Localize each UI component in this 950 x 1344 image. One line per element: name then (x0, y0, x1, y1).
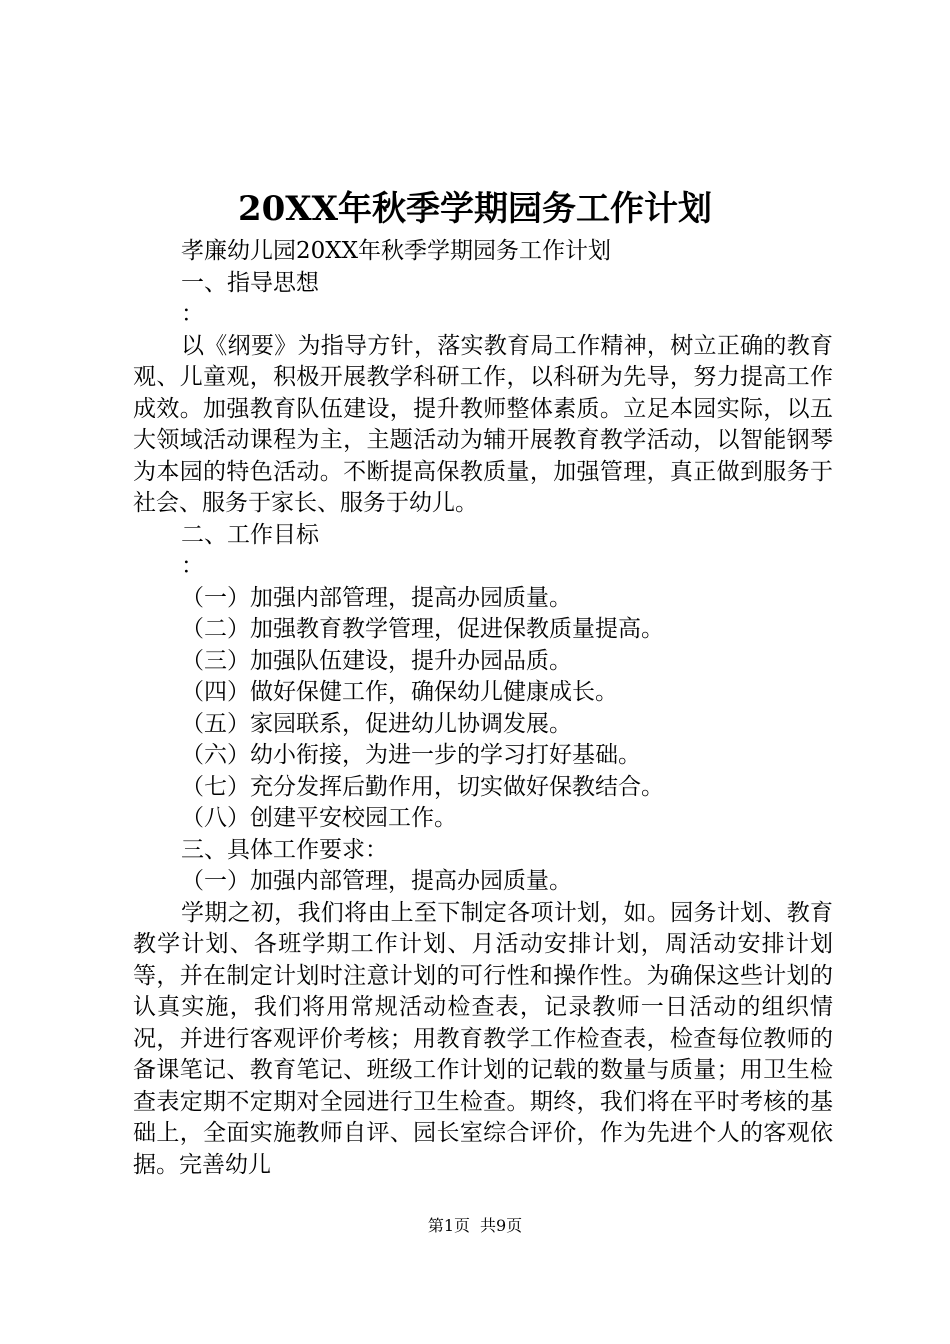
section-heading-guiding-ideology: 一、指导思想 (181, 269, 319, 296)
goal-item: （八）创建平安校园工作。 (181, 805, 457, 831)
goal-item: （七）充分发挥后勤作用，切实做好保教结合。 (181, 773, 664, 800)
section-heading-requirements: 三、具体工作要求： (181, 836, 388, 863)
page-footer (0, 1216, 950, 1236)
page-number: 第1页 (427, 1216, 470, 1235)
section-colon: ： (181, 553, 204, 579)
goal-item: （二）加强教育教学管理，促进保教质量提高。 (181, 616, 664, 642)
school-plan-heading: 孝廉幼儿园20XX年秋季学期园务工作计划 (181, 238, 612, 264)
requirement-subheading: （一）加强内部管理，提高办园质量。 (181, 868, 572, 894)
document-body (133, 236, 833, 1181)
document-title: 20XX年秋季学期园务工作计划 (237, 189, 713, 229)
goal-item: （一）加强内部管理，提高办园质量。 (181, 584, 572, 611)
section-colon: ： (181, 301, 204, 327)
goal-item: （六）幼小衔接，为进一步的学习打好基础。 (181, 742, 641, 768)
goal-item: （四）做好保健工作，确保幼儿健康成长。 (181, 679, 618, 705)
page-total: 共9页 (480, 1216, 523, 1235)
guiding-ideology-paragraph: 以《纲要》为指导方针，落实教育局工作精神，树立正确的教育观、儿童观，积极开展教学科研工作，以科研为先导，努力提高工作成效。加强教育队伍建设，提升教师整体素质。立足本园实际，以五大领域活动课程为主，主题活动为辅开展教育教学活动，以智能钢琴为本园的特色活动。不断提高保教质量，加强管理，真正做到服务于社会、服务于家长、服务于幼儿。 (133, 332, 833, 516)
section-heading-work-goals: 二、工作目标 (181, 521, 319, 548)
goal-item: （三）加强队伍建设，提升办园品质。 (181, 647, 572, 674)
goal-item: （五）家园联系，促进幼儿协调发展。 (181, 710, 572, 737)
requirement-paragraph: 学期之初，我们将由上至下制定各项计划，如。园务计划、教育教学计划、各班学期工作计划、月活动安排计划，周活动安排计划等，并在制定计划时注意计划的可行性和操作性。为确保这些计划的认真实施，我们将用常规活动检查表，记录教师一日活动的组织情况，并进行客观评价考核；用教育教学工作检查表，检查每位教师的备课笔记、教育笔记、班级工作计划的记载的数量与质量；用卫生检查表定期不定期对全园进行卫生检查。期终，我们将在平时考核的基础上，全面实施教师自评、园长室综合评价，作为先进个人的客观依据。完善幼儿 (133, 899, 833, 1178)
